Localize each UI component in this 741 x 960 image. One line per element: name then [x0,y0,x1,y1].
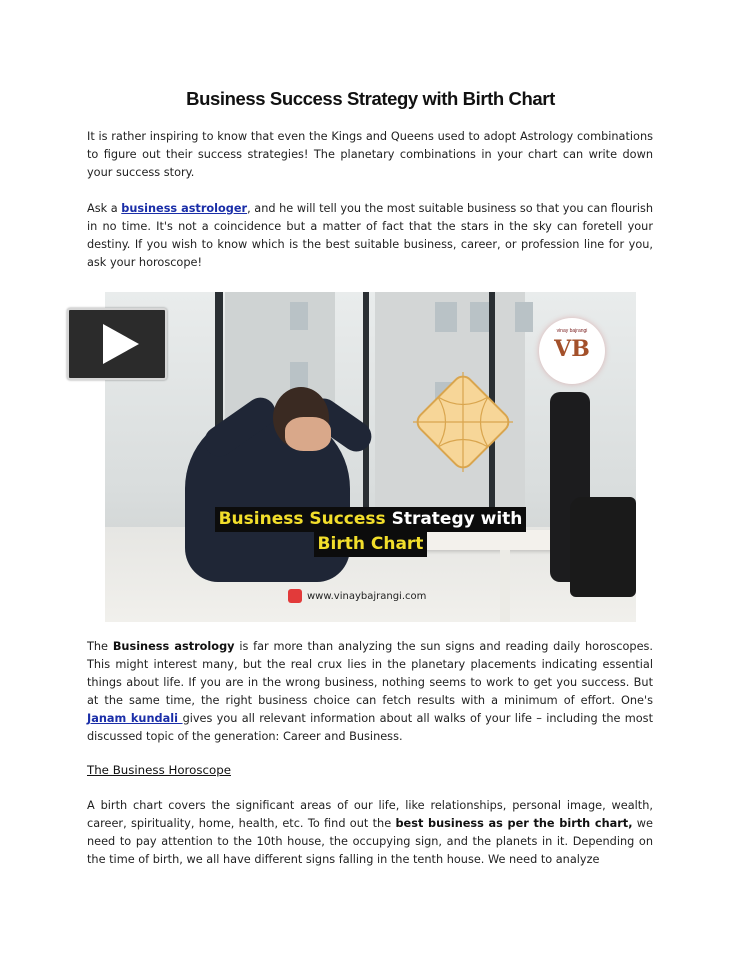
text-span: we need to pay attention to the 10th house, the occupying sign, and the planets in it. Depending on the time of birth, we all have different signs falling in the tenth house. We need to analyze [87,817,653,866]
window [290,362,308,390]
caption-highlight: Birth Chart [317,534,424,554]
window [515,302,533,332]
paragraph-ask-astrologer [87,200,653,272]
text-span: A birth chart covers the significant areas of our life, like relationships, personal image, wealth, career, spirituality, home, health, etc. To find out the [87,799,653,830]
play-button[interactable] [67,308,167,380]
paragraph-business-astrology [87,638,653,746]
business-astrologer-link[interactable]: business astrologer [121,202,248,215]
person-hands [285,417,331,451]
paragraph-birth-chart [87,797,653,869]
caption-line-1 [215,507,527,532]
website-url: www.vinaybajrangi.com [307,590,427,602]
video-caption [105,507,636,557]
website-watermark [288,589,426,603]
caption-highlight: Business Success [218,509,386,529]
video-thumbnail[interactable] [105,292,636,622]
bold-text: best business as per the birth chart, [395,817,633,830]
text-span: The [87,640,113,653]
text-span: Ask a [87,202,122,215]
window [435,302,457,332]
brand-logo [539,318,605,384]
logo-text: vinay bajrangi [556,328,588,334]
janam-kundali-link[interactable]: Janam kundali [87,712,183,725]
document-title: Business Success Strategy with Birth Chart [186,88,555,109]
text-span: , and he will tell you the most suitable business so that you can flourish in no time. It's not a coincidence but a matter of fact that the stars in the sky can foretell your destiny. If you wish to know which is the best suitable business, career, or profession line for you, ask your horoscope! [87,202,654,269]
globe-icon [288,589,302,603]
section-heading: The Business Horoscope [87,763,231,777]
window [290,302,308,330]
paragraph-intro: It is rather inspiring to know that even the Kings and Queens used to adopt Astrology combinations to figure out their success strategies! The planetary combinations in your chart can write down your success story. [87,130,653,179]
text-span: gives you all relevant information about all walks of your life – including the most discussed topic of the generation: Career and Business. [87,712,653,743]
desk-leg [500,550,510,622]
kundali-chart-icon [408,367,518,477]
caption-text: Strategy with [385,509,523,529]
caption-line-2 [314,532,428,557]
logo-monogram: VB [554,336,590,362]
play-icon [103,324,139,364]
bold-text: Business astrology [112,640,235,653]
text-span: is far more than analyzing the sun signs and reading daily horoscopes. This might interest many, but the real crux lies in the planetary placements indicating essential things about life. If you are in the wrong business, nothing seems to work to get you success. But at the same time, the right business choice can fetch results with a minimum of effort. One's [87,640,654,707]
